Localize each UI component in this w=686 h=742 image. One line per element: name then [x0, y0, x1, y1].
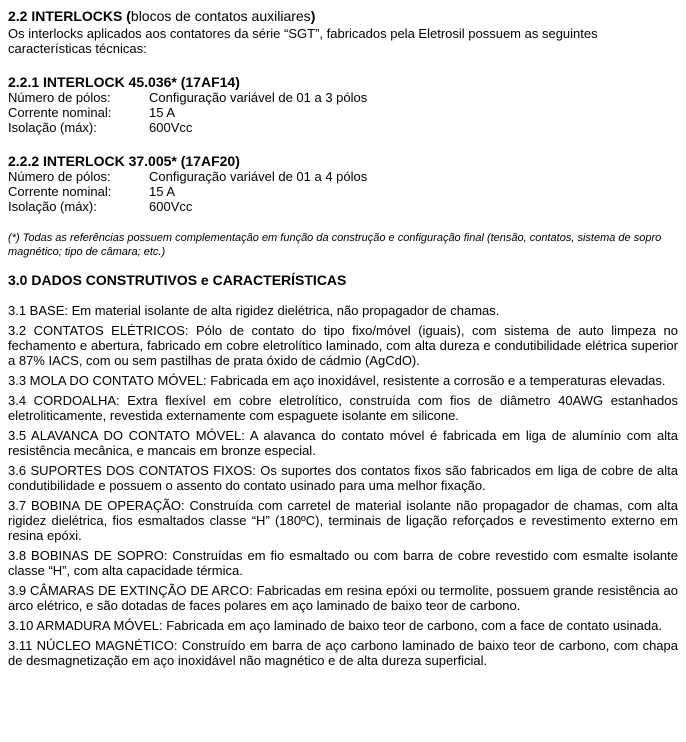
list-item: 3.2 CONTATOS ELÉTRICOS: Pólo de contato do tipo fixo/móvel (iguais), com sistema de auto limpeza no fechamento e abertura, fabricado em cobre eletrolítico laminado, com alta dureza e condutibilidade elétrica superior a 87% IACS, com ou sem pastilhas de prata óxido de cádmio (AgCdO). — [8, 323, 678, 368]
spec-key: Corrente nominal: — [8, 105, 112, 120]
list-item: 3.5 ALAVANCA DO CONTATO MÓVEL: A alavanca do contato móvel é fabricada em liga de alumínio com alta resistência mecânica, e mancais em bronze especial. — [8, 428, 678, 458]
spec-value: Configuração variável de 01 a 4 pólos — [149, 169, 368, 184]
interlock-1-specs — [8, 90, 678, 135]
spec-key: Número de pólos: — [8, 90, 111, 105]
section-2-2-heading-subtitle: blocos de contatos auxiliares — [130, 8, 311, 24]
list-item: 3.10 ARMADURA MÓVEL: Fabricada em aço laminado de baixo teor de carbono, com a face de contato usinada. — [8, 618, 662, 633]
spec-row — [8, 90, 678, 105]
section-3-0-heading: 3.0 DADOS CONSTRUTIVOS e CARACTERÍSTICAS — [8, 272, 347, 288]
spec-row — [8, 199, 678, 214]
list-item: 3.9 CÂMARAS DE EXTINÇÃO DE ARCO: Fabricadas em resina epóxi ou termolite, possuem grande resistência ao arco elétrico, e são dotadas de faces polares em aço laminado de baixo teor de carbono. — [8, 583, 678, 613]
spec-row — [8, 105, 678, 120]
list-item: 3.11 NÚCLEO MAGNÉTICO: Construído em barra de aço carbono laminado de baixo teor de carbono, com chapa de desmagnetização em aço inoxidável não magnético e de alta dureza superficial. — [8, 638, 678, 668]
spec-key: Isolação (máx): — [8, 199, 97, 214]
spec-key: Número de pólos: — [8, 169, 111, 184]
interlock-1-title: 2.2.1 INTERLOCK 45.036* (17AF14) — [8, 74, 240, 90]
spec-row — [8, 169, 678, 184]
spec-row — [8, 184, 678, 199]
spec-value: 600Vcc — [149, 120, 193, 135]
list-item: 3.3 MOLA DO CONTATO MÓVEL: Fabricada em aço inoxidável, resistente a corrosão e a temperaturas elevadas. — [8, 373, 666, 388]
list-item: 3.4 CORDOALHA: Extra flexível em cobre eletrolítico, construída com fios de diâmetro 40AWG estanhados eletroliticamente, revestida externamente com espaguete isolante em silicone. — [8, 393, 678, 423]
references-footnote: (*) Todas as referências possuem complementação em função da construção e configuração final (tensão, contatos, sistema de sopro magnético; tipo de câmara; etc.) — [8, 232, 662, 258]
section-2-2-heading: 2.2 INTERLOCKS (blocos de contatos auxiliares) — [8, 8, 316, 24]
list-item: 3.7 BOBINA DE OPERAÇÃO: Construída com carretel de material isolante não propagador de chamas, com alta rigidez dielétrica, fios esmaltados classe “H” (180ºC), terminais de ligação reforçados e revestimento externo em resina epóxi. — [8, 498, 678, 543]
construction-items-list — [8, 303, 678, 668]
spec-value: 15 A — [149, 184, 176, 199]
spec-key: Isolação (máx): — [8, 120, 97, 135]
spec-value: 600Vcc — [149, 199, 193, 214]
interlock-2-specs — [8, 169, 678, 214]
list-item: 3.6 SUPORTES DOS CONTATOS FIXOS: Os suportes dos contatos fixos são fabricados em liga de cobre de alta condutibilidade e possuem o assento do contato usinado para uma melhor fixação. — [8, 463, 678, 493]
spec-key: Corrente nominal: — [8, 184, 112, 199]
list-item: 3.8 BOBINAS DE SOPRO: Construídas em fio esmaltado ou com barra de cobre revestido com esmalte isolante classe “H”, com alta capacidade térmica. — [8, 548, 678, 578]
interlock-2-title: 2.2.2 INTERLOCK 37.005* (17AF20) — [8, 153, 240, 169]
section-2-2-intro: Os interlocks aplicados aos contatores da série “SGT”, fabricados pela Eletrosil possuem as seguintes características técnicas: — [8, 26, 598, 56]
spec-value: Configuração variável de 01 a 3 pólos — [149, 90, 368, 105]
spec-row — [8, 120, 678, 135]
spec-value: 15 A — [149, 105, 176, 120]
list-item: 3.1 BASE: Em material isolante de alta rigidez dielétrica, não propagador de chamas. — [8, 303, 500, 318]
